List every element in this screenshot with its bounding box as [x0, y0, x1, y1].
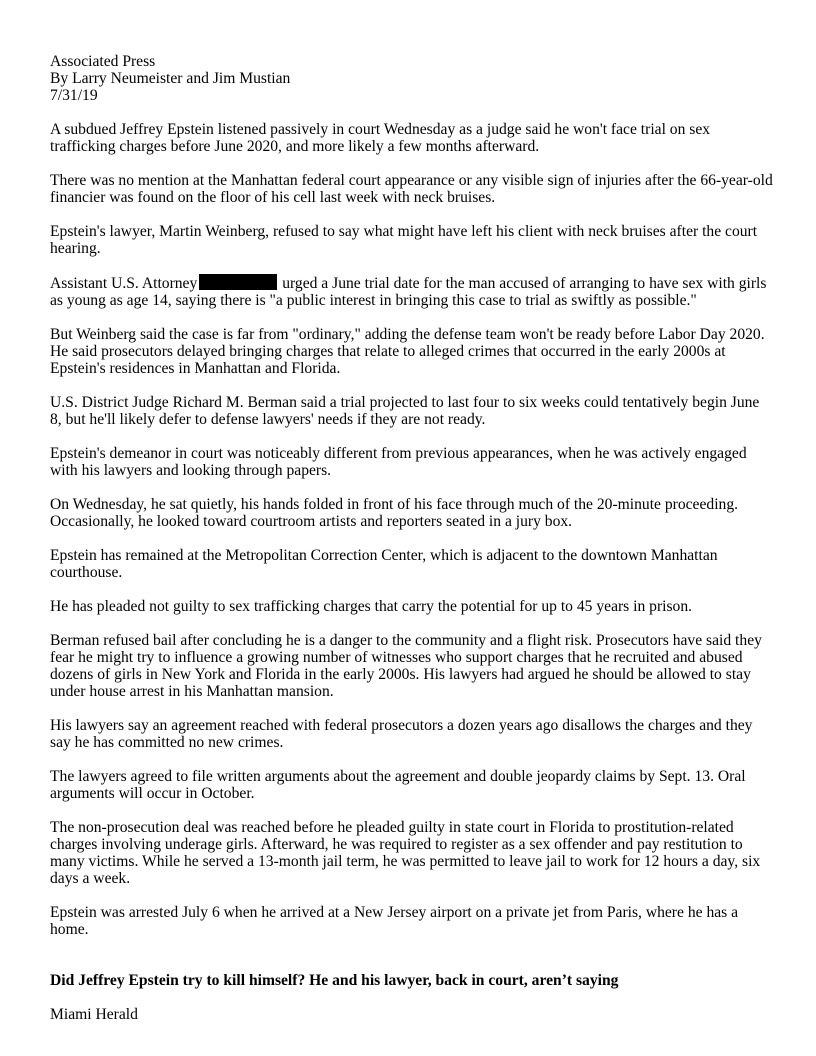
paragraph-12: His lawyers say an agreement reached with federal prosecutors a dozen years ago disallows the charges and they say he has committed no new crimes.: [50, 717, 753, 751]
second-article-source: Miami Herald: [50, 1006, 138, 1023]
paragraph-4: [50, 274, 774, 309]
paragraph-10: He has pleaded not guilty to sex trafficking charges that carry the potential for up to 45 years in prison.: [50, 598, 693, 615]
paragraph-1: A subdued Jeffrey Epstein listened passively in court Wednesday as a judge said he won't face trial on sex trafficking charges before June 2020, and more likely a few months afterward.: [50, 121, 711, 155]
paragraph-11: Berman refused bail after concluding he is a danger to the community and a flight risk. Prosecutors have said they fear he might try to influence a growing number of witnesses who support charges that he recruited and abused dozens of girls in New York and Florida in the early 2000s. His lawyers had argued he should be allowed to stay under house arrest in his Manhattan mansion.: [50, 632, 762, 700]
article-date: 7/31/19: [50, 87, 98, 104]
paragraph-7: Epstein's demeanor in court was noticeably different from previous appearances, when he was actively engaged with his lawyers and looking through papers.: [50, 445, 747, 479]
second-article-headline: Did Jeffrey Epstein try to kill himself? He and his lawyer, back in court, aren’t saying: [50, 972, 619, 989]
article-source: Associated Press: [50, 53, 156, 70]
paragraph-2: There was no mention at the Manhattan federal court appearance or any visible sign of injuries after the 66-year-old financier was found on the floor of his cell last week with neck bruises.: [50, 172, 773, 206]
paragraph-15: Epstein was arrested July 6 when he arrived at a New Jersey airport on a private jet from Paris, where he has a home.: [50, 904, 739, 938]
paragraph-5: But Weinberg said the case is far from "ordinary," adding the defense team won't be ready before Labor Day 2020. He said prosecutors delayed bringing charges that relate to alleged crimes that occurred in the early 2000s at Epstein's residences in Manhattan and Florida.: [50, 326, 765, 377]
paragraph-6: U.S. District Judge Richard M. Berman said a trial projected to last four to six weeks could tentatively begin June 8, but he'll likely defer to defense lawyers' needs if they are not ready.: [50, 394, 760, 428]
paragraph-3: Epstein's lawyer, Martin Weinberg, refused to say what might have left his client with neck bruises after the court hearing.: [50, 223, 758, 257]
paragraph-14: The non-prosecution deal was reached before he pleaded guilty in state court in Florida to prostitution-related charges involving underage girls. Afterward, he was required to register as a sex offender and pay restitution to many victims. While he served a 13-month jail term, he was permitted to leave jail to work for 12 hours a day, six days a week.: [50, 819, 761, 887]
paragraph-13: The lawyers agreed to file written arguments about the agreement and double jeopardy claims by Sept. 13. Oral arguments will occur in October.: [50, 768, 746, 802]
paragraph-4-after-redaction: urged a June trial date for the man accused of arranging to have sex with girls as young as age 14, saying there is "a public interest in bringing this case to trial as swiftly as possible.": [50, 275, 767, 309]
redaction-box: [199, 274, 277, 290]
article-byline: By Larry Neumeister and Jim Mustian: [50, 70, 291, 87]
paragraph-9: Epstein has remained at the Metropolitan Correction Center, which is adjacent to the downtown Manhattan courthouse.: [50, 547, 718, 581]
document-page: [50, 53, 774, 1023]
paragraph-4-before-redaction: Assistant U.S. Attorney: [50, 275, 198, 292]
paragraph-8: On Wednesday, he sat quietly, his hands folded in front of his face through much of the 20-minute proceeding. Occasionally, he looked toward courtroom artists and reporters seated in a jury box.: [50, 496, 739, 530]
